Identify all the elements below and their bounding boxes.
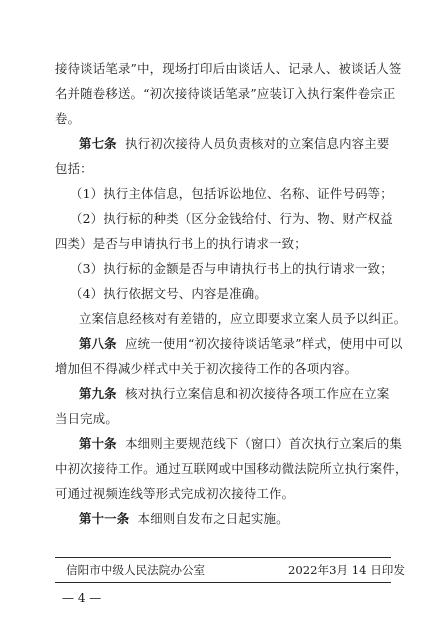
article-7-item-2-line-2: 四类）是否与申请执行书上的执行请求一致； xyxy=(55,236,307,251)
article-7-text: 执行初次接待人员负责核对的立案信息内容主要 xyxy=(125,136,390,151)
article-7-line-2: 包括： xyxy=(55,161,93,176)
article-7-closing: 立案信息经核对有差错的，应立即要求立案人员予以纠正。 xyxy=(79,311,407,326)
article-10-line-1 xyxy=(79,436,402,451)
article-8-line-2: 增加但不得减少样式中关于初次接待工作的各项内容。 xyxy=(55,361,358,376)
article-11-heading: 第十一条 xyxy=(79,511,130,526)
article-7-item-2-line-1: （2）执行标的种类（区分金钱给付、行为、物、财产权益 xyxy=(70,211,393,226)
article-7-heading: 第七条 xyxy=(79,136,117,151)
article-11-line-1 xyxy=(79,511,289,526)
article-10-heading: 第十条 xyxy=(79,436,117,451)
article-9-line-2: 当日完成。 xyxy=(55,411,118,426)
footer-date: 2022年3月 14 日印发 xyxy=(288,563,405,577)
intro-line-3: 卷。 xyxy=(55,111,81,126)
article-10-line-2: 中初次接待工作。通过互联网或中国移动微法院所立执行案件， xyxy=(55,461,408,476)
article-8-text: 应统一使用“初次接待谈话笔录”样式，使用中可以 xyxy=(125,336,403,351)
article-7-item-4: （4）执行依据文号、内容是准确。 xyxy=(70,286,267,301)
article-11-text: 本细则自发布之日起实施。 xyxy=(137,511,289,526)
article-9-line-1 xyxy=(79,386,389,401)
footer-rule-top xyxy=(55,557,391,558)
article-7-line-1 xyxy=(79,136,389,151)
footer-issuer: 信阳市中级人民法院办公室 xyxy=(66,563,206,577)
article-7-item-1: （1）执行主体信息，包括诉讼地位、名称、证件号码等； xyxy=(70,186,393,201)
article-10-text: 本细则主要规范线下（窗口）首次执行立案后的集 xyxy=(125,436,403,451)
article-9-heading: 第九条 xyxy=(79,386,117,401)
article-7-item-3: （3）执行标的金额是否与申请执行书上的执行请求一致； xyxy=(70,261,393,276)
page-number: — 4 — xyxy=(62,591,102,605)
intro-line-1: 接待谈话笔录”中，现场打印后由谈话人、记录人、被谈话人签 xyxy=(55,61,402,76)
footer-rule-bottom xyxy=(55,582,391,583)
article-9-text: 核对执行立案信息和初次接待各项工作应在立案 xyxy=(125,386,390,401)
article-8-heading: 第八条 xyxy=(79,336,117,351)
article-8-line-1 xyxy=(79,336,403,351)
article-10-line-3: 可通过视频连线等形式完成初次接待工作。 xyxy=(55,486,295,501)
intro-line-2: 名并随卷移送。“初次接待谈话笔录”应装订入执行案件卷宗正 xyxy=(55,86,396,101)
